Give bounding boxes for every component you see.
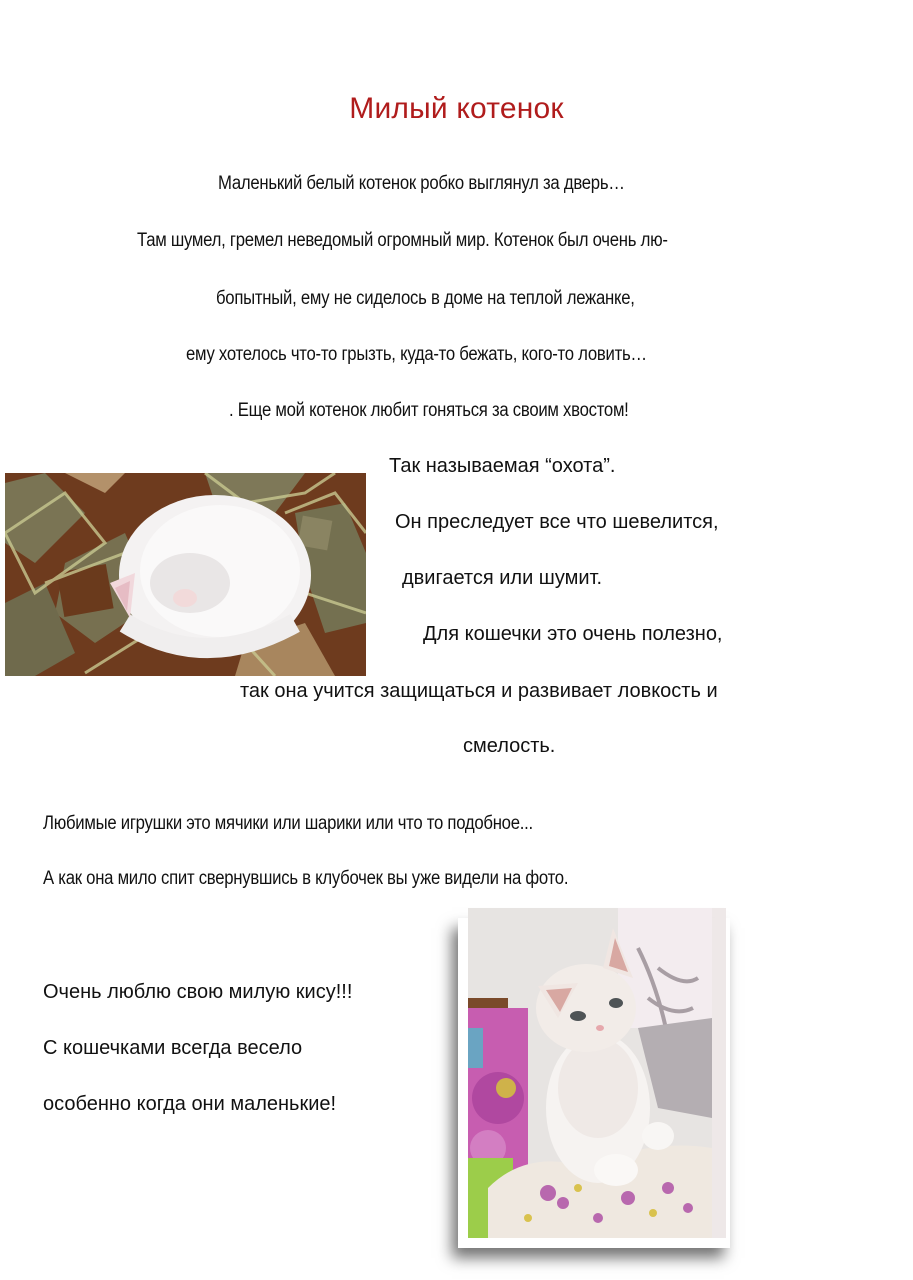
paragraph-line: особенно когда они маленькие! xyxy=(43,1093,337,1115)
paragraph-line: Для кошечки это очень полезно, xyxy=(423,623,723,645)
paragraph-line: Там шумел, гремел неведомый огромный мир. Котенок был очень лю- xyxy=(137,230,668,251)
paragraph-line: Так называемая “охота”. xyxy=(389,455,616,477)
paragraph-line: так она учится защищаться и развивает ловкость и xyxy=(240,680,718,702)
paragraph-line: . Еще мой котенок любит гоняться за своим хвостом! xyxy=(229,400,629,421)
paragraph-line: А как она мило спит свернувшись в клубочек вы уже видели на фото. xyxy=(43,868,569,889)
paragraph-line: смелость. xyxy=(463,735,556,757)
paragraph-line: ему хотелось что-то грызть, куда-то бежать, кого-то ловить… xyxy=(186,344,647,365)
paragraph-line: Очень люблю свою милую кису!!! xyxy=(43,981,353,1003)
paragraph-line: С кошечками всегда весело xyxy=(43,1037,303,1059)
paragraph-line: бопытный, ему не сиделось в доме на теплой лежанке, xyxy=(216,288,635,309)
paragraph-line: Он преследует все что шевелится, xyxy=(395,511,719,533)
paragraph-line: Маленький белый котенок робко выглянул за дверь… xyxy=(218,173,625,194)
sleeping-kitten-photo xyxy=(5,473,366,676)
paragraph-line: двигается или шумит. xyxy=(402,567,603,589)
page-title: Милый котенок xyxy=(349,92,564,125)
paragraph-line: Любимые игрушки это мячики или шарики или что то подобное... xyxy=(43,813,533,834)
sitting-kitten-photo xyxy=(468,908,712,1238)
